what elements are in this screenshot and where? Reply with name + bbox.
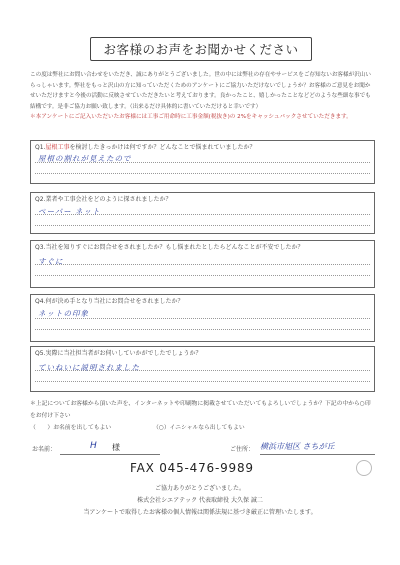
answer-line xyxy=(35,225,370,236)
answer-q2: ペーパー ネット xyxy=(38,207,101,216)
name-underline xyxy=(60,454,160,455)
name-value: H xyxy=(90,441,97,451)
cashback-note: ＊本アンケートにご記入いただいたお客様には工事ご用命時に工事金額(税抜き)の 2%をキャッシュバックさせていただきます。 xyxy=(30,114,352,120)
question-label-q1: Q1.屋根工事を検討したきっかけは何ですか？どんなことで悩まれていましたか？ xyxy=(35,144,256,151)
intro-paragraph: この度は弊社にお問い合わせをいただき、誠にありがとうございました。世の中には弊社の存在やサービスをご存知ないお客様が沢山いらっしゃいます。弊社をもっと沢山の方に知っていただくためのアンケートにご協力いただけないでしょうか？お客様のご意見をお聞かせいただけますと今後の活動に反映させていただきたいと考えております。良かったこと、嬉しかったことなどどのような些細な事でも結構です。是非ご協力お願い致します。（出来るだけ具体的に書いていただけると幸いです） xyxy=(30,72,371,110)
consent-option-full-name[interactable]: （ ）お名前を出してもよい xyxy=(30,425,112,431)
footer-company: 株式会社シエアテック 代表取締役 大久保 誠二 xyxy=(137,497,263,504)
footer-privacy: 当アンケートで取得したお客様の個人情報は関係法規に基づき厳正に管理いたします。 xyxy=(83,509,317,516)
page-title-text: お客様のお声をお聞かせください xyxy=(103,42,299,57)
stamp-mark xyxy=(356,460,372,476)
consent-question: ＊上記についてお客様から頂いた声を、インターネットや印刷物に掲載させていただいてもよろしいでしょうか？下記の中から○印をお付け下さい xyxy=(30,401,371,419)
answer-line xyxy=(35,173,370,184)
address-underline xyxy=(260,454,375,455)
answer-line xyxy=(35,329,370,340)
question-label-q3: Q3.当社を知りすぐにお問合せをされましたか？もし悩まれたとしたらどんなことが不安でしたか？ xyxy=(35,244,304,251)
name-label: お名前： xyxy=(32,446,57,453)
footer-thanks: ご協力ありがとうございました。 xyxy=(154,485,245,492)
fax-number: FAX 045-476-9989 xyxy=(130,461,254,475)
answer-q5: ていねいに説明されました xyxy=(38,363,140,372)
answer-line xyxy=(35,381,370,392)
honorific: 様 xyxy=(112,443,120,452)
address-label: ご住所： xyxy=(230,446,255,453)
page-title xyxy=(90,37,312,61)
answer-q3: すぐに xyxy=(38,257,64,266)
answer-line xyxy=(35,275,370,286)
question-label-q5: Q5.実際に当社担当者がお伺いしていかがでしたでしょうか？ xyxy=(35,350,202,357)
address-value: 横浜市旭区 さちが丘 xyxy=(260,442,335,451)
question-highlight: 屋根工事 xyxy=(45,144,70,151)
question-label-q2: Q2.業者や工事会社をどのように探されましたか？ xyxy=(35,196,172,203)
answer-q1: 屋根の割れが見えたので xyxy=(38,154,132,163)
consent-section xyxy=(30,398,375,434)
answer-line xyxy=(35,264,370,275)
answer-q4: ネットの印象 xyxy=(38,309,89,318)
consent-option-initials[interactable]: （○）イニシャルなら出してもよい xyxy=(153,425,245,431)
intro-text-block xyxy=(30,70,375,123)
answer-line xyxy=(35,318,370,329)
question-block-q3 xyxy=(30,240,375,288)
customer-info-row xyxy=(30,441,375,457)
question-label-q4: Q4.何が決め手となり当社にお問合せをされましたか？ xyxy=(35,298,184,305)
